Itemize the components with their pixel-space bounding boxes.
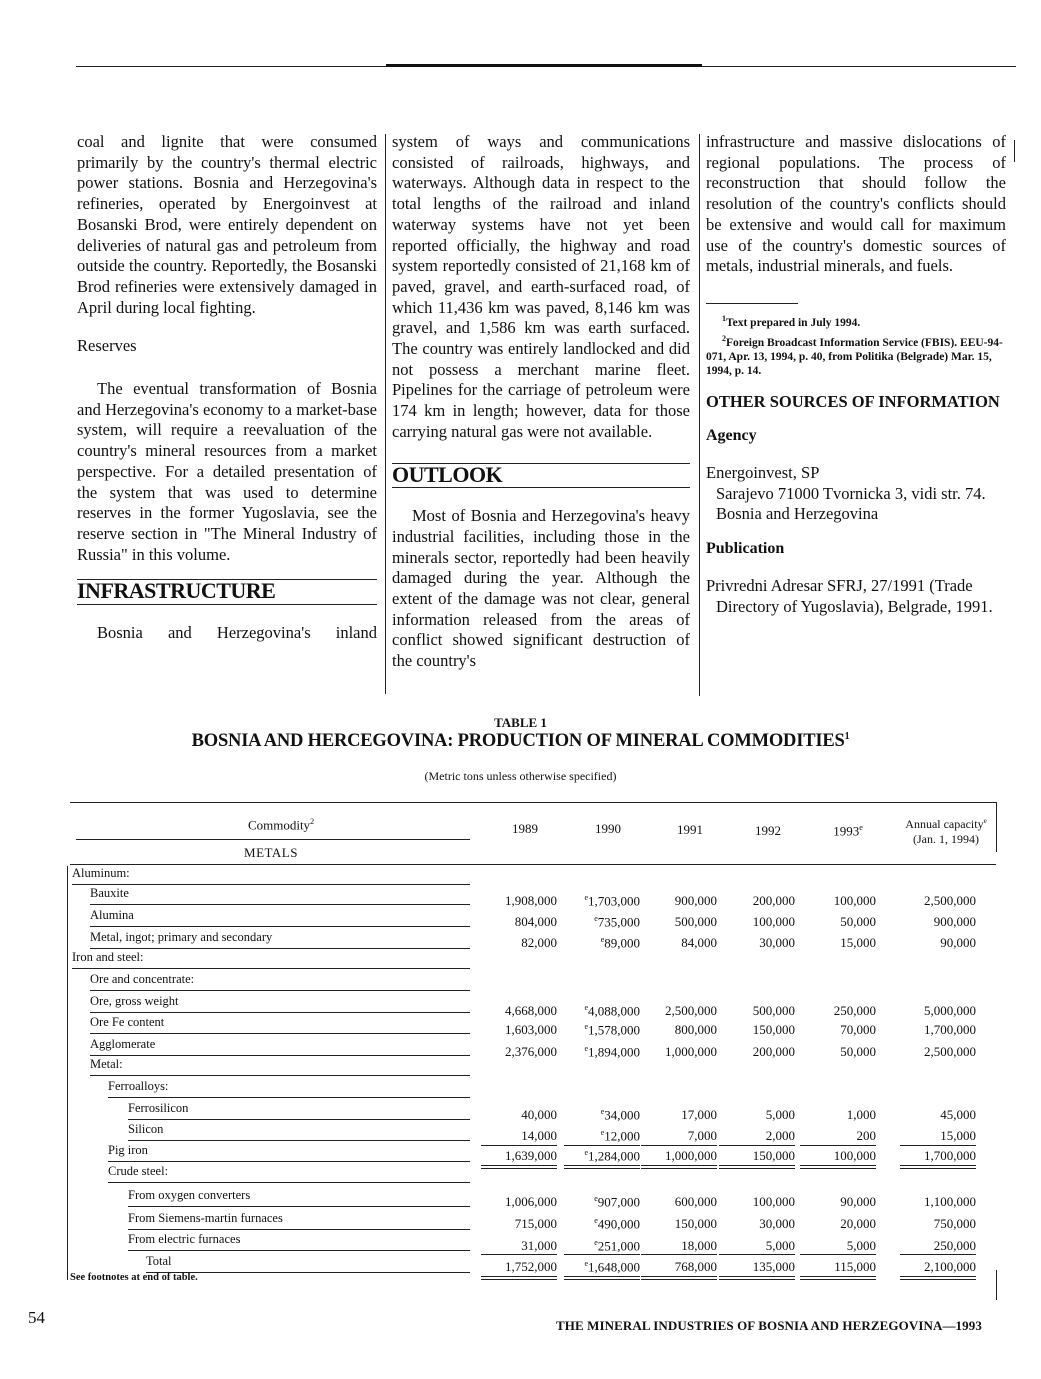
agency-heading: Agency <box>706 427 757 445</box>
text-column-3 <box>706 132 1006 617</box>
other-sources-heading: OTHER SOURCES OF INFORMATION <box>706 391 1000 411</box>
value-cell: $^e$735,000 <box>594 914 640 930</box>
value-cell: 200 <box>856 1128 876 1143</box>
value-cell: 500,000 <box>674 914 717 929</box>
value-cell: 100,000 <box>752 914 795 929</box>
value-cell: 150,000 <box>752 1148 795 1163</box>
value-cell: 82,000 <box>521 935 557 950</box>
double-rule <box>641 1276 717 1280</box>
sum-rule <box>900 1145 976 1146</box>
value-cell: 17,000 <box>681 1107 717 1122</box>
value-cell: 90,000 <box>840 1194 876 1209</box>
row-rule <box>128 1206 470 1207</box>
value-cell: $^e$89,000 <box>600 935 640 951</box>
value-cell: 800,000 <box>674 1022 717 1037</box>
publication-line-2: Directory of Yugoslavia), Belgrade, 1991. <box>716 596 993 616</box>
row-label: Bauxite <box>90 886 129 900</box>
value-cell: 2,500,000 <box>924 1044 976 1059</box>
value-cell: 500,000 <box>752 1003 795 1018</box>
row-rule <box>90 1075 470 1076</box>
double-rule <box>719 1165 795 1169</box>
row-rule <box>90 948 470 949</box>
value-cell: 200,000 <box>752 893 795 908</box>
value-cell: 90,000 <box>940 935 976 950</box>
value-cell: 250,000 <box>933 1238 976 1253</box>
value-cell: 70,000 <box>840 1022 876 1037</box>
value-cell: 2,376,000 <box>505 1044 557 1059</box>
column-divider-1 <box>385 134 386 694</box>
value-cell: 1,100,000 <box>924 1194 976 1209</box>
value-cell: 2,500,000 <box>665 1003 717 1018</box>
text-column-2 <box>392 132 690 672</box>
row-rule <box>90 1033 470 1034</box>
value-cell: 150,000 <box>752 1022 795 1037</box>
value-cell: 150,000 <box>674 1216 717 1231</box>
reserves-heading: Reserves <box>77 336 137 356</box>
value-cell: $^e$12,000 <box>600 1128 640 1144</box>
row-label: Alumina <box>90 908 134 922</box>
sum-rule <box>481 1254 557 1255</box>
header-1991: 1991 <box>677 822 703 837</box>
agency-address: Sarajevo 71000 Tvornicka 3, vidi str. 74. <box>716 483 986 503</box>
value-cell: 30,000 <box>759 935 795 950</box>
value-cell: $^e$34,000 <box>600 1107 640 1123</box>
value-cell: $^e$251,000 <box>594 1238 640 1254</box>
value-cell: 5,000 <box>765 1107 795 1122</box>
row-label: Aluminum: <box>72 866 130 880</box>
value-cell: 100,000 <box>833 1148 876 1163</box>
row-label: Metal: <box>90 1057 123 1071</box>
row-label: Pig iron <box>108 1143 148 1157</box>
table-title: BOSNIA AND HERCEGOVINA: PRODUCTION OF MINERAL COMMODITIES$^1$ <box>191 731 850 752</box>
outlook-paragraph: Most of Bosnia and Herzegovina's heavy industrial facilities, including those in the minerals sector, reportedly had been heavily damaged during the year. Although the extent of the damage was not clear, general information released from the areas of conflict showed significant destruction of the country's <box>392 506 690 671</box>
value-cell: 804,000 <box>514 914 557 929</box>
row-rule <box>72 968 470 969</box>
table-right-rule-bottom <box>996 1270 997 1300</box>
sum-rule <box>800 1145 876 1146</box>
row-rule <box>90 990 470 991</box>
sum-rule <box>641 1145 717 1146</box>
col1-paragraph: coal and lignite that were consumed primarily by the country's thermal electric power stations. Bosnia and Herzegovina's refineries, operated by Energoinvest at Bosanski Brod, were entirely dependent on deliveries of natural gas and petroleum from outside the country. Reportedly, the Bosanski Brod refineries were extensively damaged in April during local fighting. <box>77 132 377 317</box>
value-cell: 15,000 <box>840 935 876 950</box>
value-cell: 50,000 <box>840 1044 876 1059</box>
publication-line-1: Privredni Adresar SFRJ, 27/1991 (Trade <box>706 575 973 595</box>
row-label: Silicon <box>128 1122 164 1136</box>
row-rule <box>90 926 470 927</box>
value-cell: 2,100,000 <box>924 1259 976 1274</box>
header-1989: 1989 <box>512 821 538 836</box>
column-edge-right <box>1014 140 1015 162</box>
value-cell: 5,000 <box>846 1238 876 1253</box>
row-label: From electric furnaces <box>128 1232 241 1246</box>
value-cell: 31,000 <box>521 1238 557 1253</box>
header-capacity: Annual capacity$^e$ (Jan. 1, 1994) <box>905 817 987 846</box>
sum-rule <box>564 1254 640 1255</box>
agency-country: Bosnia and Herzegovina <box>716 504 879 524</box>
value-cell: 30,000 <box>759 1216 795 1231</box>
value-cell: $^e$1,578,000 <box>584 1022 640 1038</box>
value-cell: $^e$907,000 <box>594 1194 640 1210</box>
value-cell: 250,000 <box>833 1003 876 1018</box>
outlook-heading: OUTLOOK <box>392 463 690 489</box>
row-rule <box>72 884 470 885</box>
value-cell: 5,000 <box>765 1238 795 1253</box>
value-cell: 100,000 <box>833 893 876 908</box>
header-rule-accent <box>386 64 702 67</box>
running-title: THE MINERAL INDUSTRIES OF BOSNIA AND HERZEGOVINA—1993 <box>556 1318 982 1333</box>
table-subtitle: (Metric tons unless otherwise specified) <box>424 769 617 783</box>
value-cell: 40,000 <box>521 1107 557 1122</box>
row-rule <box>128 1140 470 1141</box>
value-cell: 1,639,000 <box>505 1148 557 1163</box>
value-cell: 135,000 <box>752 1259 795 1274</box>
double-rule <box>900 1276 976 1280</box>
header-1993: 1993e <box>833 823 863 839</box>
double-rule <box>719 1276 795 1280</box>
row-label: Total <box>146 1254 172 1268</box>
double-rule <box>564 1276 640 1280</box>
infrastructure-heading: INFRASTRUCTURE <box>77 579 377 605</box>
row-label: Ore Fe content <box>90 1015 165 1029</box>
table-header-bottom-rule <box>70 864 996 865</box>
agency-name: Energoinvest, SP <box>706 462 820 482</box>
value-cell: 5,000,000 <box>924 1003 976 1018</box>
text-column-1 <box>77 132 377 644</box>
value-cell: 900,000 <box>674 893 717 908</box>
double-rule <box>800 1276 876 1280</box>
column-divider-2 <box>699 134 700 696</box>
commodity-header-rule <box>76 839 470 840</box>
sum-rule <box>481 1145 557 1146</box>
value-cell: 1,000,000 <box>665 1148 717 1163</box>
header-1990: 1990 <box>595 821 621 836</box>
value-cell: $^e$1,894,000 <box>584 1044 640 1060</box>
row-rule <box>128 1119 470 1120</box>
row-rule <box>128 1229 470 1230</box>
value-cell: $^e$490,000 <box>594 1216 640 1232</box>
value-cell: 1,908,000 <box>505 893 557 908</box>
col2-paragraph: system of ways and communications consisted of railroads, highways, and waterways. Although data in respect to the total lengths of the railroad and inland waterway systems have not yet been reported officially, the highway and road system reportedly consisted of 21,168 km of paved, gravel, and earth-surfaced road, of which 11,436 km was paved, 8,146 km was gravel, and 1,586 km was earth surfaced. The country was entirely landlocked and did not possess a merchant marine fleet. Pipelines for the carriage of petroleum were 174 km in length; however, data for those carrying natural gas were not available. <box>392 132 690 441</box>
value-cell: 1,006,000 <box>505 1194 557 1209</box>
row-rule <box>90 904 470 905</box>
value-cell: 1,700,000 <box>924 1148 976 1163</box>
row-label: Ferrosilicon <box>128 1101 189 1115</box>
table-footnote: See footnotes at end of table. <box>70 1272 198 1283</box>
sum-rule <box>900 1254 976 1255</box>
col3-paragraph: infrastructure and massive dislocations of regional populations. The process of reconstruction that should follow the resolution of the country's conflicts should be extensive and would call for maximum use of the country's domestic sources of metals, industrial minerals, and fuels. <box>706 132 1006 276</box>
value-cell: 200,000 <box>752 1044 795 1059</box>
footnote-2: $^2$Foreign Broadcast Information Service (FBIS). EEU-94-071, Apr. 13, 1994, p. 40, from Politika (Belgrade) Mar. 15, 1994, p. 14. <box>706 333 1003 377</box>
value-cell: 100,000 <box>752 1194 795 1209</box>
table-top-rule <box>70 802 996 803</box>
value-cell: 1,000,000 <box>665 1044 717 1059</box>
table-label: TABLE 1 <box>494 715 547 730</box>
value-cell: 15,000 <box>940 1128 976 1143</box>
value-cell: 768,000 <box>674 1259 717 1274</box>
sum-rule <box>564 1145 640 1146</box>
sum-rule <box>719 1145 795 1146</box>
value-cell: 50,000 <box>840 914 876 929</box>
row-label: From oxygen converters <box>128 1188 251 1202</box>
row-label: Agglomerate <box>90 1037 156 1051</box>
value-cell: $^e$1,703,000 <box>584 893 640 909</box>
double-rule <box>900 1165 976 1169</box>
row-label: Crude steel: <box>108 1164 169 1178</box>
double-rule <box>481 1276 557 1280</box>
value-cell: 1,000 <box>846 1107 876 1122</box>
row-rule <box>108 1161 470 1162</box>
row-rule <box>90 1055 470 1056</box>
value-cell: 1,752,000 <box>505 1259 557 1274</box>
value-cell: 600,000 <box>674 1194 717 1209</box>
row-label: Ore and concentrate: <box>90 972 195 986</box>
sum-rule <box>641 1254 717 1255</box>
value-cell: 1,700,000 <box>924 1022 976 1037</box>
value-cell: 2,500,000 <box>924 893 976 908</box>
header-metals: METALS <box>244 845 298 860</box>
value-cell: 2,000 <box>765 1128 795 1143</box>
row-label: From Siemens-martin furnaces <box>128 1211 283 1225</box>
table-left-rule <box>67 866 68 1280</box>
publication-heading: Publication <box>706 540 785 558</box>
value-cell: 7,000 <box>687 1128 717 1143</box>
value-cell: 900,000 <box>933 914 976 929</box>
row-label: Ore, gross weight <box>90 994 179 1008</box>
double-rule <box>564 1165 640 1169</box>
sum-rule <box>800 1254 876 1255</box>
value-cell: $^e$4,088,000 <box>584 1003 640 1019</box>
value-cell: $^e$1,648,000 <box>584 1259 640 1275</box>
row-rule <box>108 1182 470 1183</box>
value-cell: 14,000 <box>521 1128 557 1143</box>
row-rule <box>90 1012 470 1013</box>
row-label: Ferroalloys: <box>108 1079 169 1093</box>
value-cell: 18,000 <box>681 1238 717 1253</box>
footnote-rule <box>706 303 798 304</box>
value-cell: $^e$1,284,000 <box>584 1148 640 1164</box>
value-cell: 45,000 <box>940 1107 976 1122</box>
footnote-1: $^1$Text prepared in July 1994. <box>722 313 861 329</box>
row-rule <box>128 1250 470 1251</box>
row-label: Metal, ingot; primary and secondary <box>90 930 273 944</box>
page-number: 54 <box>28 1308 45 1327</box>
value-cell: 1,603,000 <box>505 1022 557 1037</box>
reserves-paragraph: The eventual transformation of Bosnia and Herzegovina's economy to a market-base system, will require a reevaluation of the country's mineral resources from a market perspective. For a detailed presentation of the system that was used to determine reserves in the former Yugoslavia, see the reserve section in "The Mineral Industry of Russia" in this volume. <box>77 379 377 564</box>
value-cell: 750,000 <box>933 1216 976 1231</box>
infrastructure-paragraph: Bosnia and Herzegovina's inland <box>97 623 377 643</box>
value-cell: 115,000 <box>834 1259 876 1274</box>
value-cell: 4,668,000 <box>505 1003 557 1018</box>
header-commodity: Commodity$^2$ <box>247 817 315 833</box>
value-cell: 84,000 <box>681 935 717 950</box>
header-1992: 1992 <box>755 823 781 838</box>
row-label: Iron and steel: <box>72 950 144 964</box>
value-cell: 20,000 <box>840 1216 876 1231</box>
double-rule <box>481 1165 557 1169</box>
double-rule <box>800 1165 876 1169</box>
row-rule <box>108 1097 470 1098</box>
double-rule <box>641 1165 717 1169</box>
sum-rule <box>719 1254 795 1255</box>
value-cell: 715,000 <box>514 1216 557 1231</box>
